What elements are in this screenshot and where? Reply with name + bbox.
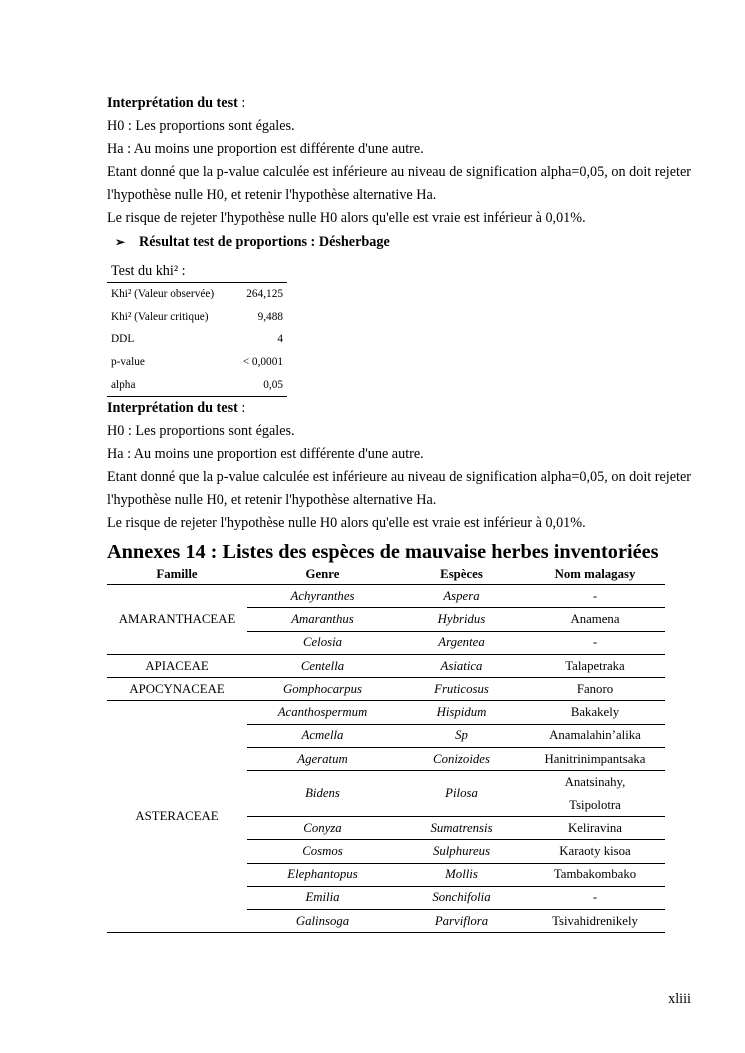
annex-title: Annexes 14 : Listes des espèces de mauvaise herbes inventoriées <box>107 540 659 563</box>
h0-line-2: H0 : Les proportions sont égales. <box>107 422 295 439</box>
risk-line-1: Le risque de rejeter l'hypothèse nulle H0 alors qu'elle est vraie est inférieur à 0,01%. <box>107 210 586 226</box>
h0-line-1: H0 : Les proportions sont égales. <box>107 118 295 134</box>
interpretation-heading-2: Interprétation du test : <box>107 399 246 416</box>
family-apocynaceae: APOCYNACEAE <box>107 678 247 701</box>
page-number: xliii <box>668 991 691 1007</box>
family-asteraceae: ASTERACEAE <box>107 701 247 933</box>
family-amaranthaceae: AMARANTHACEAE <box>107 584 247 654</box>
arrow-bullet-icon: ➢ <box>115 235 126 249</box>
family-apiaceae: APIACEAE <box>107 654 247 677</box>
table-row: Acmella Sp Anamalahin’alika <box>107 724 665 747</box>
table-row: APIACEAE Centella Asiatica Talapetraka <box>107 654 665 677</box>
table-row: p-value < 0,0001 <box>111 356 283 369</box>
header-famille: Famille <box>107 565 247 585</box>
ha-line-1: Ha : Au moins une proportion est différente d'une autre. <box>107 141 424 157</box>
table-row: Ageratum Conizoides Hanitrinimpantsaka <box>107 748 665 771</box>
table-row: Emilia Sonchifolia - <box>107 886 665 909</box>
document-page <box>107 92 697 933</box>
khi2-test-table <box>107 261 287 397</box>
result-bullet: ➢ Résultat test de proportions : Désherbage <box>115 231 697 254</box>
weed-species-table <box>107 565 665 933</box>
risk-line-2: Le risque de rejeter l'hypothèse nulle H0 alors qu'elle est vraie est inférieur à 0,01%. <box>107 514 586 531</box>
table-row: Galinsoga Parviflora Tsivahidrenikely <box>107 910 665 933</box>
table-row: alpha 0,05 <box>107 373 287 396</box>
khi2-table-title: Test du khi² : <box>107 261 287 283</box>
table-row: Conyza Sumatrensis Keliravina <box>107 816 665 839</box>
table-row: AMARANTHACEAE Achyranthes Aspera - <box>107 584 665 607</box>
table-row: Celosia Argentea - <box>107 631 665 654</box>
conclusion-paragraph-2: Etant donné que la p-value calculée est inférieure au niveau de signification alpha=0,05, on doit rejeter l'hypothèse nulle H0, et retenir l'hypothèse alternative Ha. <box>107 468 691 508</box>
table-row: Khi² (Valeur observée) 264,125 <box>111 288 283 301</box>
table-row: Amaranthus Hybridus Anamena <box>107 608 665 631</box>
interpretation-heading-1: Interprétation du test : <box>107 95 246 111</box>
table-row: DDL 4 <box>111 333 283 346</box>
table-row: APOCYNACEAE Gomphocarpus Fruticosus Fanoro <box>107 678 665 701</box>
table-row: Elephantopus Mollis Tambakombako <box>107 863 665 886</box>
header-especes: Espèces <box>398 565 525 585</box>
table-row: Khi² (Valeur critique) 9,488 <box>111 310 283 323</box>
header-nom-malagasy: Nom malagasy <box>525 565 665 585</box>
ha-line-2: Ha : Au moins une proportion est différente d'une autre. <box>107 445 424 462</box>
conclusion-paragraph-1: Etant donné que la p-value calculée est inférieure au niveau de signification alpha=0,05, on doit rejeter l'hypothèse nulle H0, et retenir l'hypothèse alternative Ha. <box>107 164 691 203</box>
header-genre: Genre <box>247 565 398 585</box>
table-header-row <box>107 565 665 585</box>
table-row: Bidens Pilosa Anatsinahy, Tsipolotra <box>107 771 665 817</box>
table-row: ASTERACEAE Acanthospermum Hispidum Bakakely <box>107 701 665 724</box>
table-row: Cosmos Sulphureus Karaoty kisoa <box>107 840 665 863</box>
